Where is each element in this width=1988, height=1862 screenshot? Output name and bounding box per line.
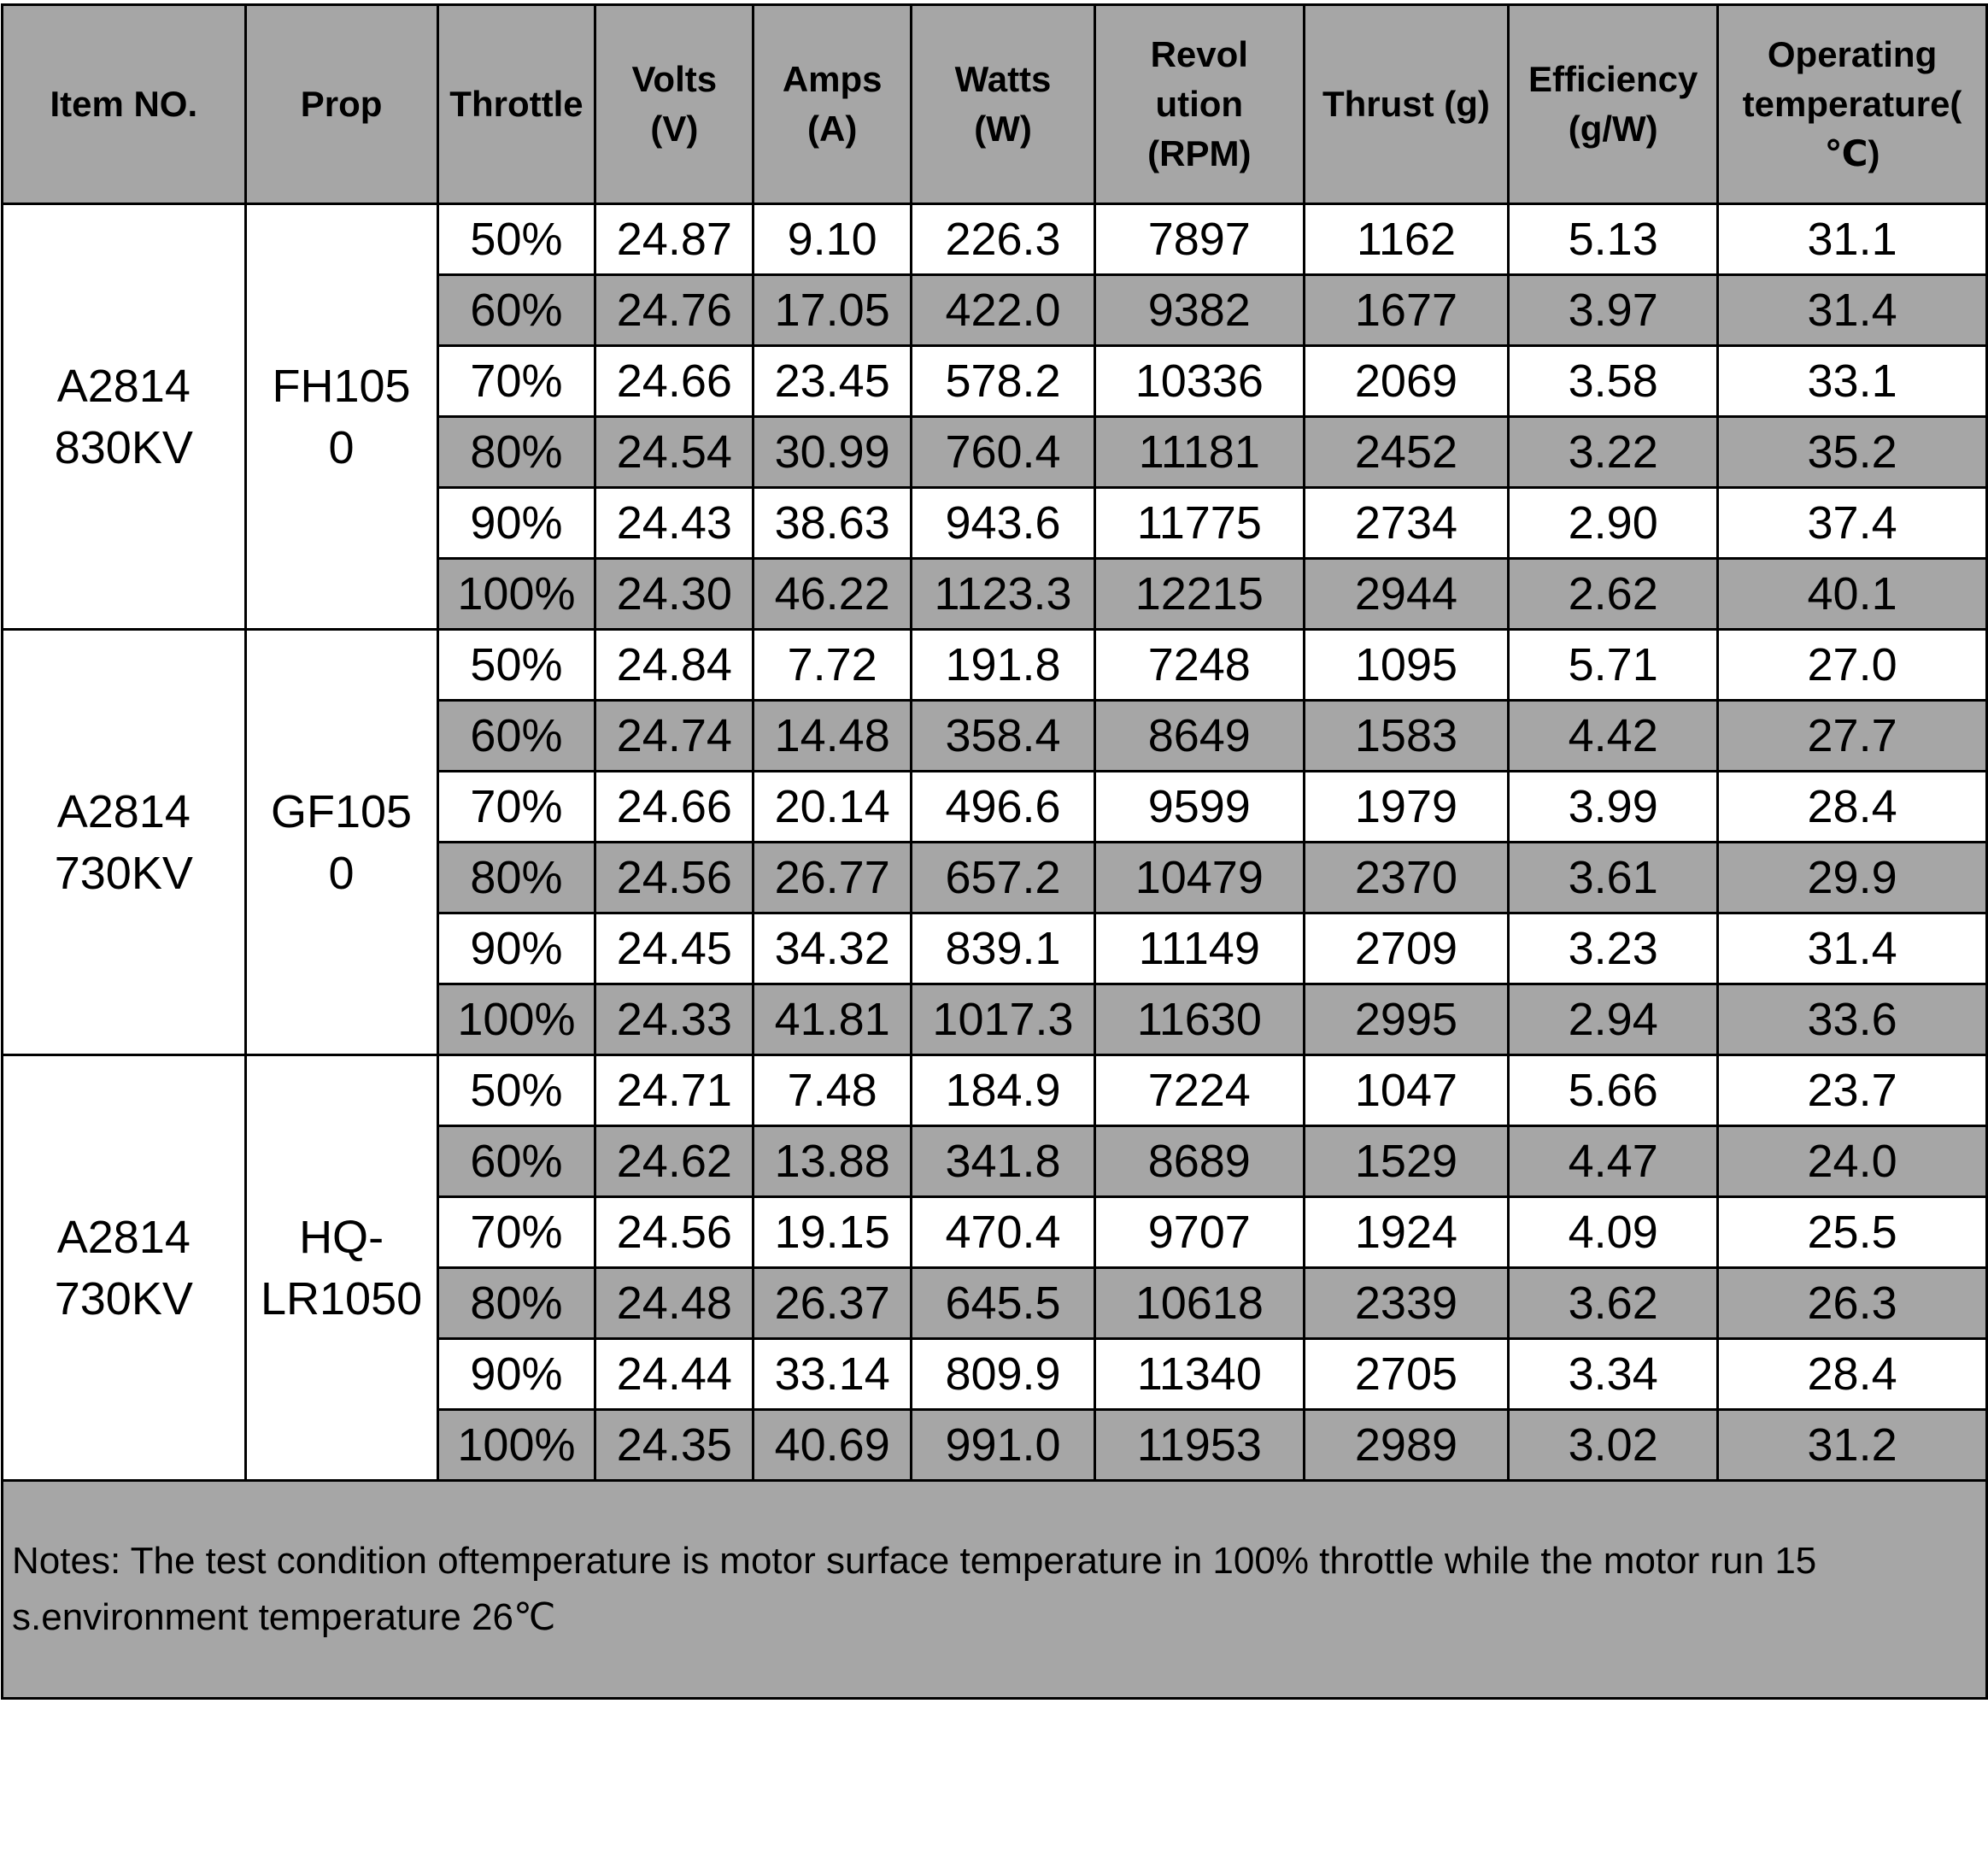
amps-cell: 19.15 (754, 1197, 912, 1268)
item-line: A2814 (56, 360, 191, 412)
header-line: Watts (954, 59, 1052, 99)
notes-text: Notes: The test condition oftemperature is motor surface temperature in 100% throttle while the motor run 15 s.environment temperature 26℃ (3, 1481, 1987, 1699)
throttle-cell: 100% (437, 1410, 595, 1481)
watts-cell: 496.6 (912, 772, 1095, 843)
thrust-cell: 2370 (1304, 843, 1509, 913)
thrust-cell: 1583 (1304, 701, 1509, 772)
efficiency-cell: 3.22 (1509, 417, 1718, 488)
temperature-cell: 37.4 (1718, 488, 1987, 559)
thrust-cell: 2944 (1304, 559, 1509, 630)
volts-cell: 24.71 (595, 1055, 754, 1126)
volts-cell: 24.48 (595, 1268, 754, 1339)
efficiency-cell: 3.23 (1509, 913, 1718, 984)
header-efficiency (1509, 5, 1718, 204)
throttle-cell: 50% (437, 204, 595, 275)
throttle-cell: 90% (437, 488, 595, 559)
thrust-cell: 2709 (1304, 913, 1509, 984)
rpm-cell: 11630 (1094, 984, 1304, 1055)
header-line: Volts (631, 59, 718, 99)
prop-line: HQ- (299, 1211, 384, 1263)
amps-cell: 41.81 (754, 984, 912, 1055)
throttle-cell: 70% (437, 346, 595, 417)
throttle-cell: 60% (437, 701, 595, 772)
rpm-cell: 10479 (1094, 843, 1304, 913)
efficiency-cell: 3.97 (1509, 275, 1718, 346)
header-operating-temperature (1718, 5, 1987, 204)
header-volts (595, 5, 754, 204)
volts-cell: 24.74 (595, 701, 754, 772)
rpm-cell: 8649 (1094, 701, 1304, 772)
header-line: temperature( (1742, 84, 1962, 124)
amps-cell: 23.45 (754, 346, 912, 417)
watts-cell: 358.4 (912, 701, 1095, 772)
thrust-cell: 1979 (1304, 772, 1509, 843)
header-line: Throttle (449, 84, 583, 124)
amps-cell: 30.99 (754, 417, 912, 488)
efficiency-cell: 4.42 (1509, 701, 1718, 772)
rpm-cell: 7224 (1094, 1055, 1304, 1126)
amps-cell: 46.22 (754, 559, 912, 630)
temperature-cell: 25.5 (1718, 1197, 1987, 1268)
thrust-cell: 1095 (1304, 630, 1509, 701)
volts-cell: 24.56 (595, 1197, 754, 1268)
prop-line: LR1050 (260, 1272, 423, 1325)
watts-cell: 341.8 (912, 1126, 1095, 1197)
watts-cell: 839.1 (912, 913, 1095, 984)
amps-cell: 9.10 (754, 204, 912, 275)
temperature-cell: 33.6 (1718, 984, 1987, 1055)
volts-cell: 24.43 (595, 488, 754, 559)
rpm-cell: 9707 (1094, 1197, 1304, 1268)
volts-cell: 24.54 (595, 417, 754, 488)
header-line: Item NO. (50, 84, 198, 124)
watts-cell: 191.8 (912, 630, 1095, 701)
volts-cell: 24.76 (595, 275, 754, 346)
header-line: Revol (1150, 34, 1248, 74)
efficiency-cell: 5.66 (1509, 1055, 1718, 1126)
prop-line: 0 (328, 421, 355, 473)
throttle-cell: 50% (437, 630, 595, 701)
header-revolution (1094, 5, 1304, 204)
volts-cell: 24.33 (595, 984, 754, 1055)
efficiency-cell: 5.13 (1509, 204, 1718, 275)
throttle-cell: 70% (437, 772, 595, 843)
watts-cell: 1017.3 (912, 984, 1095, 1055)
header-line: (A) (807, 109, 858, 149)
amps-cell: 33.14 (754, 1339, 912, 1410)
header-line: (W) (974, 109, 1032, 149)
efficiency-cell: 2.62 (1509, 559, 1718, 630)
header-line: Thrust (g) (1322, 84, 1490, 124)
header-line: Prop (300, 84, 383, 124)
throttle-cell: 70% (437, 1197, 595, 1268)
header-line: Operating (1767, 34, 1938, 74)
header-prop (245, 5, 437, 204)
rpm-cell: 10618 (1094, 1268, 1304, 1339)
amps-cell: 40.69 (754, 1410, 912, 1481)
header-row (3, 5, 1987, 204)
header-line: (RPM) (1147, 133, 1252, 173)
amps-cell: 13.88 (754, 1126, 912, 1197)
efficiency-cell: 3.61 (1509, 843, 1718, 913)
volts-cell: 24.30 (595, 559, 754, 630)
efficiency-cell: 5.71 (1509, 630, 1718, 701)
header-thrust (1304, 5, 1509, 204)
header-line: ℃) (1824, 133, 1880, 173)
throttle-cell: 100% (437, 559, 595, 630)
rpm-cell: 12215 (1094, 559, 1304, 630)
rpm-cell: 11149 (1094, 913, 1304, 984)
thrust-cell: 2995 (1304, 984, 1509, 1055)
volts-cell: 24.56 (595, 843, 754, 913)
header-amps (754, 5, 912, 204)
efficiency-cell: 3.62 (1509, 1268, 1718, 1339)
thrust-cell: 2452 (1304, 417, 1509, 488)
throttle-cell: 60% (437, 275, 595, 346)
rpm-cell: 10336 (1094, 346, 1304, 417)
rpm-cell: 11340 (1094, 1339, 1304, 1410)
volts-cell: 24.62 (595, 1126, 754, 1197)
item-no-cell (3, 1055, 246, 1481)
thrust-cell: 2734 (1304, 488, 1509, 559)
temperature-cell: 31.2 (1718, 1410, 1987, 1481)
amps-cell: 26.37 (754, 1268, 912, 1339)
throttle-cell: 80% (437, 417, 595, 488)
motor-test-data-table (1, 3, 1988, 1700)
temperature-cell: 33.1 (1718, 346, 1987, 417)
item-no-cell (3, 630, 246, 1055)
prop-line: GF105 (271, 785, 413, 837)
prop-cell (245, 630, 437, 1055)
efficiency-cell: 2.90 (1509, 488, 1718, 559)
item-line: 730KV (54, 1272, 193, 1325)
thrust-cell: 2989 (1304, 1410, 1509, 1481)
item-no-cell (3, 204, 246, 630)
temperature-cell: 31.4 (1718, 275, 1987, 346)
volts-cell: 24.66 (595, 346, 754, 417)
efficiency-cell: 3.58 (1509, 346, 1718, 417)
thrust-cell: 1924 (1304, 1197, 1509, 1268)
volts-cell: 24.87 (595, 204, 754, 275)
temperature-cell: 27.7 (1718, 701, 1987, 772)
header-line: Amps (782, 59, 883, 99)
rpm-cell: 7897 (1094, 204, 1304, 275)
item-line: 830KV (54, 421, 193, 473)
watts-cell: 645.5 (912, 1268, 1095, 1339)
amps-cell: 14.48 (754, 701, 912, 772)
temperature-cell: 27.0 (1718, 630, 1987, 701)
throttle-cell: 90% (437, 913, 595, 984)
rpm-cell: 11181 (1094, 417, 1304, 488)
rpm-cell: 9599 (1094, 772, 1304, 843)
prop-line: 0 (328, 847, 355, 899)
watts-cell: 657.2 (912, 843, 1095, 913)
efficiency-cell: 4.47 (1509, 1126, 1718, 1197)
watts-cell: 991.0 (912, 1410, 1095, 1481)
throttle-cell: 100% (437, 984, 595, 1055)
amps-cell: 7.72 (754, 630, 912, 701)
temperature-cell: 35.2 (1718, 417, 1987, 488)
header-line: ution (1155, 84, 1244, 124)
temperature-cell: 31.4 (1718, 913, 1987, 984)
throttle-cell: 80% (437, 843, 595, 913)
table-row (3, 1055, 1987, 1126)
volts-cell: 24.44 (595, 1339, 754, 1410)
temperature-cell: 29.9 (1718, 843, 1987, 913)
item-line: 730KV (54, 847, 193, 899)
rpm-cell: 8689 (1094, 1126, 1304, 1197)
thrust-cell: 1677 (1304, 275, 1509, 346)
amps-cell: 34.32 (754, 913, 912, 984)
throttle-cell: 80% (437, 1268, 595, 1339)
rpm-cell: 11953 (1094, 1410, 1304, 1481)
header-line: (g/W) (1568, 109, 1658, 149)
watts-cell: 226.3 (912, 204, 1095, 275)
temperature-cell: 28.4 (1718, 1339, 1987, 1410)
efficiency-cell: 2.94 (1509, 984, 1718, 1055)
volts-cell: 24.66 (595, 772, 754, 843)
throttle-cell: 50% (437, 1055, 595, 1126)
amps-cell: 20.14 (754, 772, 912, 843)
volts-cell: 24.84 (595, 630, 754, 701)
thrust-cell: 2705 (1304, 1339, 1509, 1410)
watts-cell: 809.9 (912, 1339, 1095, 1410)
watts-cell: 760.4 (912, 417, 1095, 488)
prop-cell (245, 1055, 437, 1481)
temperature-cell: 26.3 (1718, 1268, 1987, 1339)
volts-cell: 24.35 (595, 1410, 754, 1481)
watts-cell: 470.4 (912, 1197, 1095, 1268)
prop-line: FH105 (272, 360, 411, 412)
efficiency-cell: 4.09 (1509, 1197, 1718, 1268)
rpm-cell: 7248 (1094, 630, 1304, 701)
watts-cell: 943.6 (912, 488, 1095, 559)
thrust-cell: 2339 (1304, 1268, 1509, 1339)
temperature-cell: 40.1 (1718, 559, 1987, 630)
efficiency-cell: 3.99 (1509, 772, 1718, 843)
notes-row (3, 1481, 1987, 1699)
amps-cell: 7.48 (754, 1055, 912, 1126)
thrust-cell: 2069 (1304, 346, 1509, 417)
item-line: A2814 (56, 785, 191, 837)
temperature-cell: 31.1 (1718, 204, 1987, 275)
table-row (3, 204, 1987, 275)
table-row (3, 630, 1987, 701)
prop-cell (245, 204, 437, 630)
rpm-cell: 9382 (1094, 275, 1304, 346)
item-line: A2814 (56, 1211, 191, 1263)
temperature-cell: 23.7 (1718, 1055, 1987, 1126)
temperature-cell: 28.4 (1718, 772, 1987, 843)
amps-cell: 17.05 (754, 275, 912, 346)
thrust-cell: 1047 (1304, 1055, 1509, 1126)
throttle-cell: 90% (437, 1339, 595, 1410)
throttle-cell: 60% (437, 1126, 595, 1197)
efficiency-cell: 3.02 (1509, 1410, 1718, 1481)
header-line: Efficiency (1528, 59, 1698, 99)
watts-cell: 422.0 (912, 275, 1095, 346)
watts-cell: 578.2 (912, 346, 1095, 417)
header-watts (912, 5, 1095, 204)
header-item-no (3, 5, 246, 204)
watts-cell: 1123.3 (912, 559, 1095, 630)
temperature-cell: 24.0 (1718, 1126, 1987, 1197)
amps-cell: 38.63 (754, 488, 912, 559)
watts-cell: 184.9 (912, 1055, 1095, 1126)
amps-cell: 26.77 (754, 843, 912, 913)
thrust-cell: 1529 (1304, 1126, 1509, 1197)
thrust-cell: 1162 (1304, 204, 1509, 275)
efficiency-cell: 3.34 (1509, 1339, 1718, 1410)
rpm-cell: 11775 (1094, 488, 1304, 559)
header-line: (V) (650, 109, 699, 149)
volts-cell: 24.45 (595, 913, 754, 984)
header-throttle (437, 5, 595, 204)
